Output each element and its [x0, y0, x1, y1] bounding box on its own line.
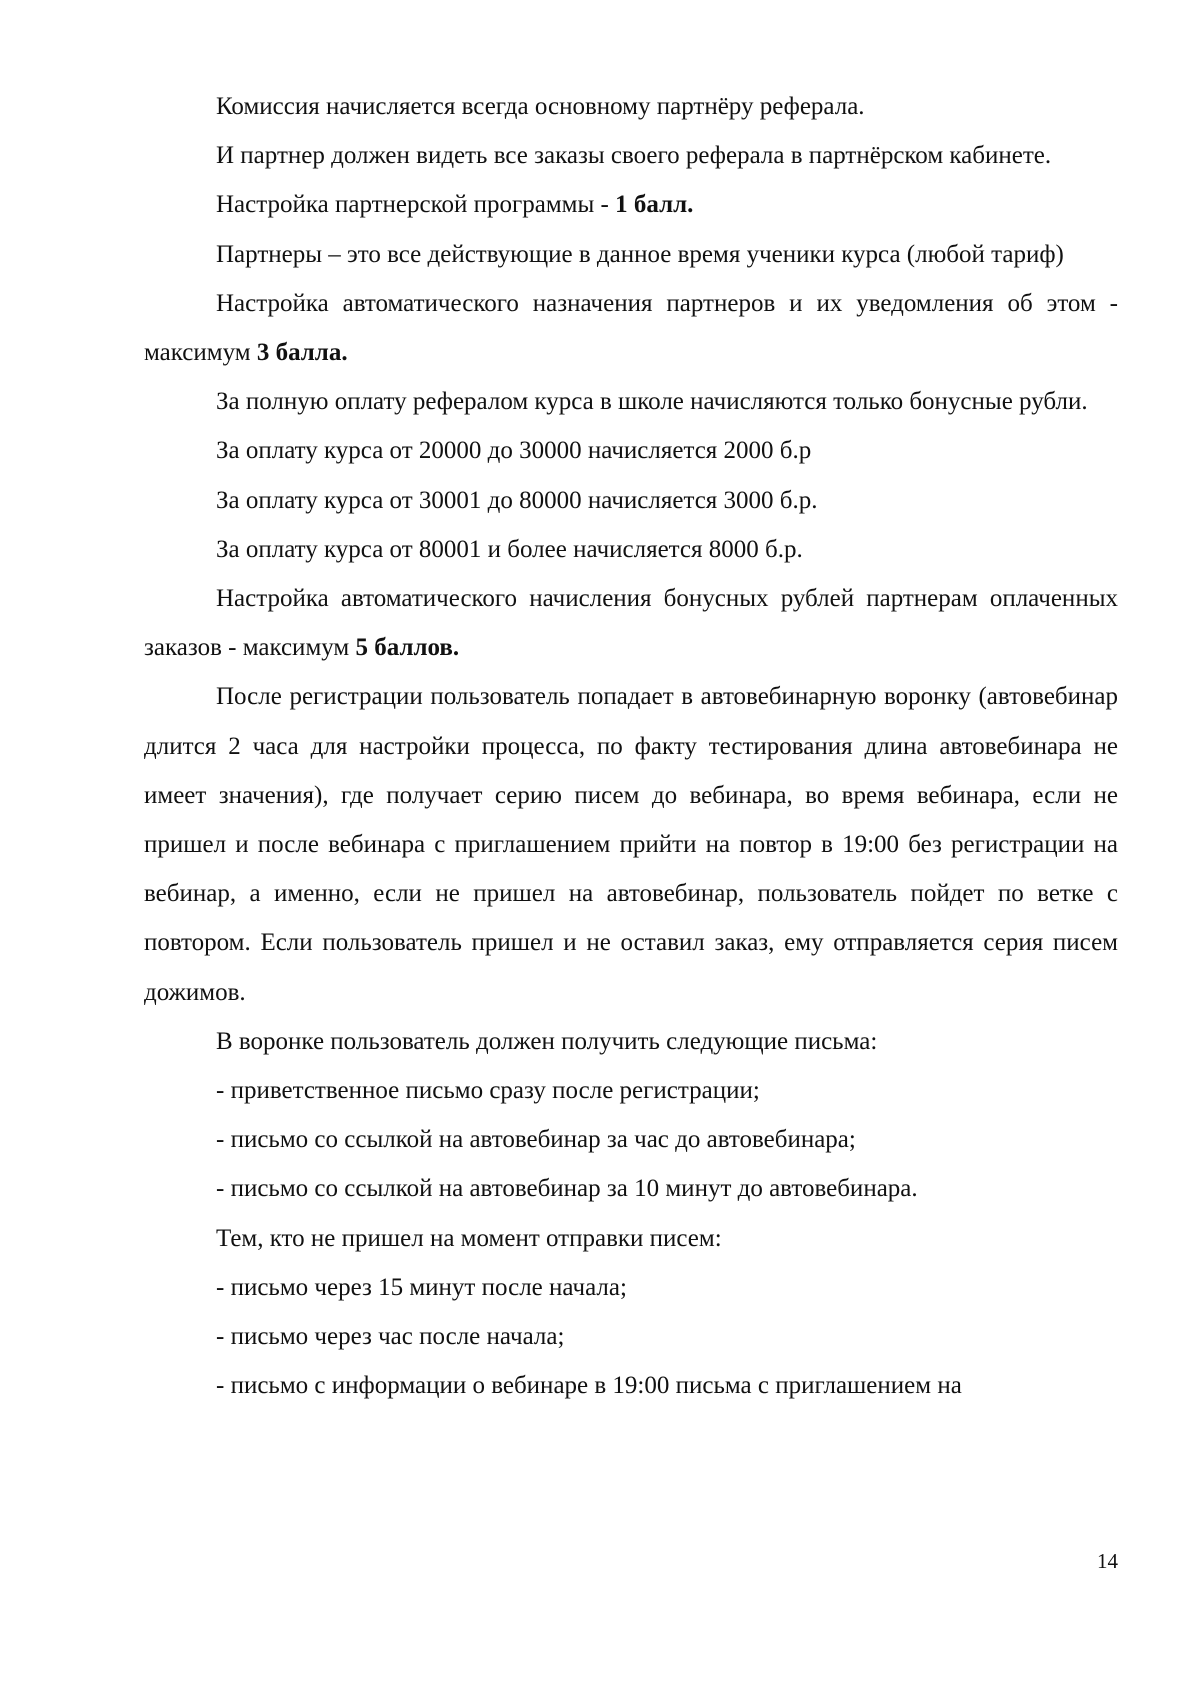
paragraph-webinar-funnel: После регистрации пользователь попадает в автовебинарную воронку (автовебинар длится 2 часа для настройки процесса, по факту тестирования длина автовебинара не имеет значения), где получает серию писем до вебинара, во время вебинара, если не пришел и после вебинара с приглашением прийти на повтор в 19:00 без регистрации на вебинар, а именно, если не пришел на автовебинар, пользователь пойдет по ветке с повтором. Если пользователь пришел и не оставил заказ, ему отправляется серия писем дожимов. [144, 683, 1118, 1006]
score-label: 3 балла. [256, 339, 348, 367]
paragraph-auto-bonus [144, 574, 1118, 672]
paragraph-no-show: Тем, кто не пришел на момент отправки писем: [216, 1224, 722, 1252]
list-item-welcome-letter: - приветственное письмо сразу после регистрации; [216, 1077, 760, 1105]
score-label: 1 балл. [615, 191, 694, 219]
paragraph-funnel-letters: В воронке пользователь должен получить следующие письма: [216, 1027, 878, 1055]
list-item-ten-minutes-before: - письмо со ссылкой на автовебинар за 10 минут до автовебинара. [216, 1175, 918, 1203]
paragraph-bonus-tier-1: За оплату курса от 20000 до 30000 начисляется 2000 б.р [216, 437, 812, 465]
paragraph-bonus-tier-2: За оплату курса от 30001 до 80000 начисляется 3000 б.р. [216, 486, 818, 514]
paragraph-program-setup [144, 180, 1118, 229]
page-number: 14 [1097, 1549, 1118, 1573]
paragraph-commission: Комиссия начисляется всегда основному партнёру реферала. [216, 93, 865, 120]
paragraph-partners-definition: Партнеры – это все действующие в данное время ученики курса (любой тариф) [216, 240, 1064, 268]
paragraph-text: Настройка автоматического назначения партнеров и их уведомления об этом - максимум [144, 289, 1118, 367]
score-label: 5 баллов. [355, 634, 460, 662]
paragraph-bonus-tier-3: За оплату курса от 80001 и более начисляется 8000 б.р. [216, 535, 803, 563]
page-body [144, 82, 1118, 1410]
list-item-hour-after: - письмо через час после начала; [216, 1323, 565, 1351]
list-item-fifteen-minutes-after: - письмо через 15 минут после начала; [216, 1273, 627, 1301]
paragraph-text: Настройка партнерской программы - [216, 191, 616, 219]
paragraph-text: Настройка автоматического начисления бонусных рублей партнерам оплаченных заказов - максимум [144, 585, 1118, 662]
paragraph-auto-assign [144, 279, 1118, 377]
paragraph-partner-orders: И партнер должен видеть все заказы своего реферала в партнёрском кабинете. [216, 142, 1052, 170]
list-item-replay-invite: - письмо с информации о вебинаре в 19:00 письма с приглашением на [216, 1372, 962, 1400]
list-item-hour-before: - письмо со ссылкой на автовебинар за час до автовебинара; [216, 1126, 856, 1154]
paragraph-bonus-rubles: За полную оплату рефералом курса в школе начисляются только бонусные рубли. [216, 388, 1088, 416]
